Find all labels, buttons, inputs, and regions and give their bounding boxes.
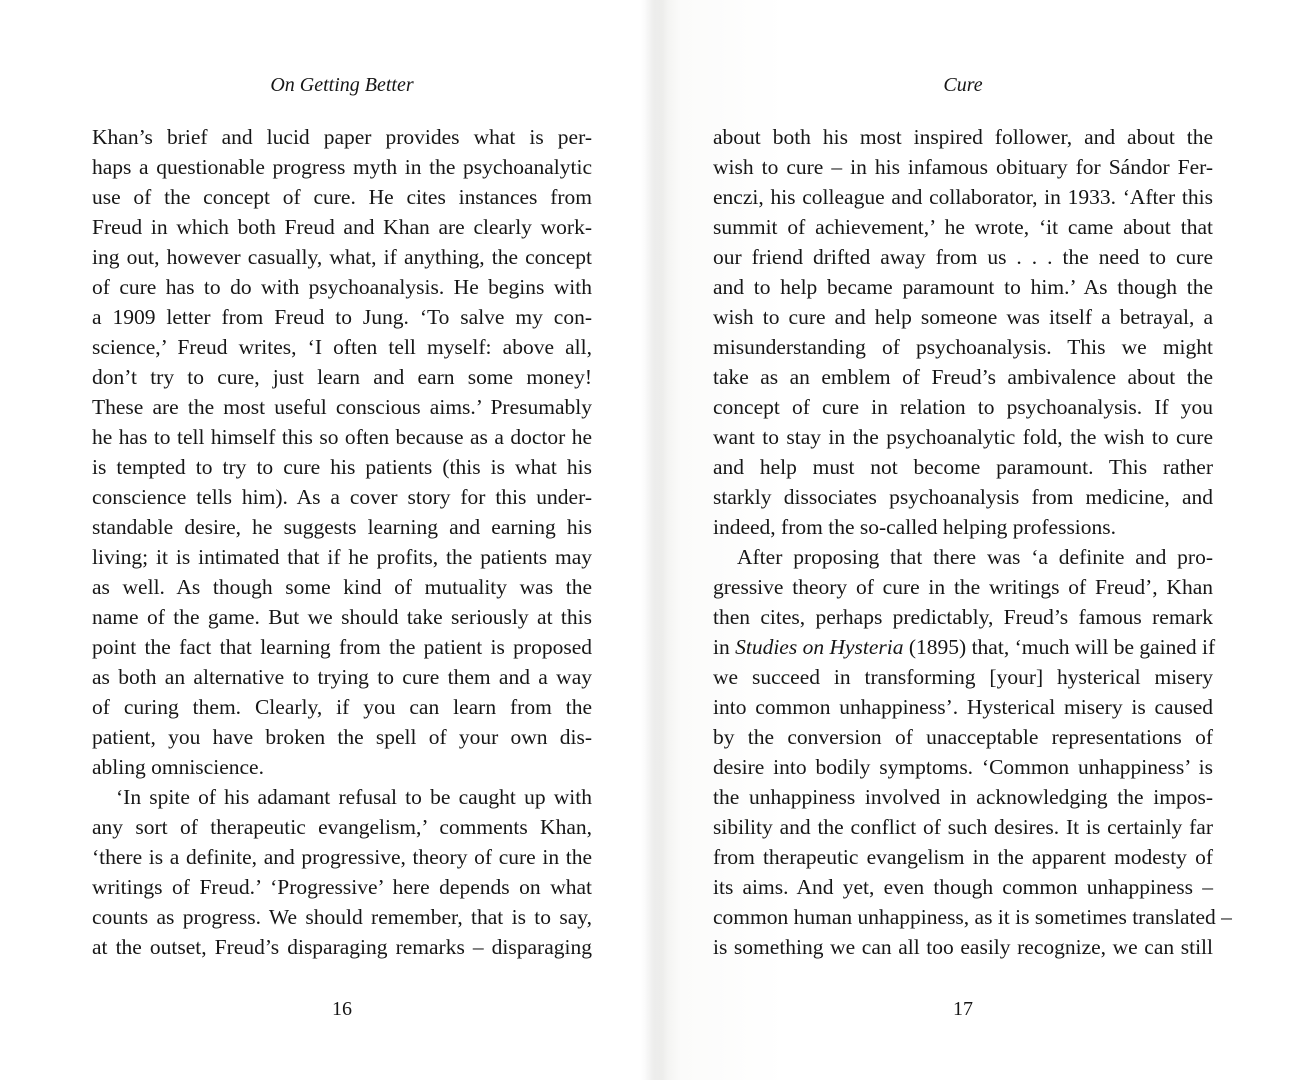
text-line: from therapeutic evangelism in the apparent modesty of <box>713 845 1213 869</box>
text-line: in Studies on Hysteria (1895) that, ‘much will be gained if <box>713 635 1216 659</box>
text-line: don’t try to cure, just learn and earn some money! <box>92 365 592 389</box>
text-line: enczi, his colleague and collaborator, in 1933. ‘After this <box>713 185 1213 209</box>
text-line: he has to tell himself this so often because as a doctor he <box>92 425 592 449</box>
text-line: summit of achievement,’ he wrote, ‘it came about that <box>713 215 1213 239</box>
text-line: sibility and the conflict of such desires. It is certainly far <box>713 815 1213 839</box>
text-line: misunderstanding of psychoanalysis. This we might <box>713 335 1213 359</box>
text-line: These are the most useful conscious aims.’ Presumably <box>92 395 592 419</box>
text-line: its aims. And yet, even though common unhappiness – <box>713 875 1213 899</box>
text-line: is something we can all too easily recognize, we can still <box>713 935 1213 959</box>
text-line: common human unhappiness, as it is sometimes translated – <box>713 905 1232 929</box>
right-page <box>713 0 1232 1080</box>
text-line: standable desire, he suggests learning and earning his <box>92 515 592 539</box>
text-line: counts as progress. We should remember, that is to say, <box>92 905 592 929</box>
left-running-head: On Getting Better <box>270 74 414 96</box>
text-line: desire into bodily symptoms. ‘Common unhappiness’ is <box>713 755 1213 779</box>
text-line: as both an alternative to trying to cure them and a way <box>92 665 592 689</box>
text-line: Freud in which both Freud and Khan are clearly work- <box>92 215 592 239</box>
text-line: science,’ Freud writes, ‘I often tell myself: above all, <box>92 335 592 359</box>
text-line: point the fact that learning from the patient is proposed <box>92 635 592 659</box>
text-line: conscience tells him). As a cover story for this under- <box>92 485 592 509</box>
right-running-head: Cure <box>943 74 983 96</box>
left-page-number: 16 <box>332 998 352 1020</box>
text-line: then cites, perhaps predictably, Freud’s famous remark <box>713 605 1213 629</box>
text-line: about both his most inspired follower, and about the <box>713 125 1213 149</box>
text-line: is tempted to try to cure his patients (this is what his <box>92 455 592 479</box>
text-line: starkly dissociates psychoanalysis from medicine, and <box>713 485 1213 509</box>
left-body-text <box>92 122 592 962</box>
right-body-text <box>713 122 1232 962</box>
text-line: we succeed in transforming [your] hysterical misery <box>713 665 1213 689</box>
text-line: take as an emblem of Freud’s ambivalence about the <box>713 365 1213 389</box>
text-line: abling omniscience. <box>92 755 264 779</box>
text-line: use of the concept of cure. He cites instances from <box>92 185 592 209</box>
text-line: and to help became paramount to him.’ As though the <box>713 275 1213 299</box>
right-page-number: 17 <box>953 998 973 1020</box>
text-line: our friend drifted away from us . . . the need to cure <box>713 245 1213 269</box>
text-line: the unhappiness involved in acknowledging the impos- <box>713 785 1213 809</box>
text-line: any sort of therapeutic evangelism,’ comments Khan, <box>92 815 592 839</box>
text-line: as well. As though some kind of mutuality was the <box>92 575 592 599</box>
text-line: haps a questionable progress myth in the psychoanalytic <box>92 155 592 179</box>
text-line: indeed, from the so-called helping professions. <box>713 515 1117 539</box>
text-line: gressive theory of cure in the writings of Freud’, Khan <box>713 575 1213 599</box>
text-line: ‘there is a definite, and progressive, theory of cure in the <box>92 845 592 869</box>
text-line: of cure has to do with psychoanalysis. He begins with <box>92 275 592 299</box>
text-line: ‘In spite of his adamant refusal to be caught up with <box>116 785 592 809</box>
text-line: at the outset, Freud’s disparaging remarks – disparaging <box>92 935 592 959</box>
text-line: into common unhappiness’. Hysterical misery is caused <box>713 695 1213 719</box>
text-line: name of the game. But we should take seriously at this <box>92 605 592 629</box>
text-line: Khan’s brief and lucid paper provides what is per- <box>92 125 592 149</box>
text-line: concept of cure in relation to psychoanalysis. If you <box>713 395 1213 419</box>
gutter-shadow <box>640 0 668 1080</box>
left-page <box>92 0 592 1080</box>
book-title: Studies on Hysteria <box>735 635 904 659</box>
text-line: ing out, however casually, what, if anything, the concept <box>92 245 592 269</box>
text-line: writings of Freud.’ ‘Progressive’ here depends on what <box>92 875 592 899</box>
text-line: and help must not become paramount. This rather <box>713 455 1213 479</box>
text-line: After proposing that there was ‘a definite and pro- <box>737 545 1213 569</box>
text-line: of curing them. Clearly, if you can learn from the <box>92 695 592 719</box>
text-line: by the conversion of unacceptable representations of <box>713 725 1213 749</box>
text-line: living; it is intimated that if he profits, the patients may <box>92 545 592 569</box>
text-line: want to stay in the psychoanalytic fold, the wish to cure <box>713 425 1213 449</box>
text-line: wish to cure and help someone was itself a betrayal, a <box>713 305 1213 329</box>
text-line: a 1909 letter from Freud to Jung. ‘To salve my con- <box>92 305 592 329</box>
text-line: wish to cure – in his infamous obituary for Sándor Fer- <box>713 155 1213 179</box>
text-line: patient, you have broken the spell of your own dis- <box>92 725 592 749</box>
